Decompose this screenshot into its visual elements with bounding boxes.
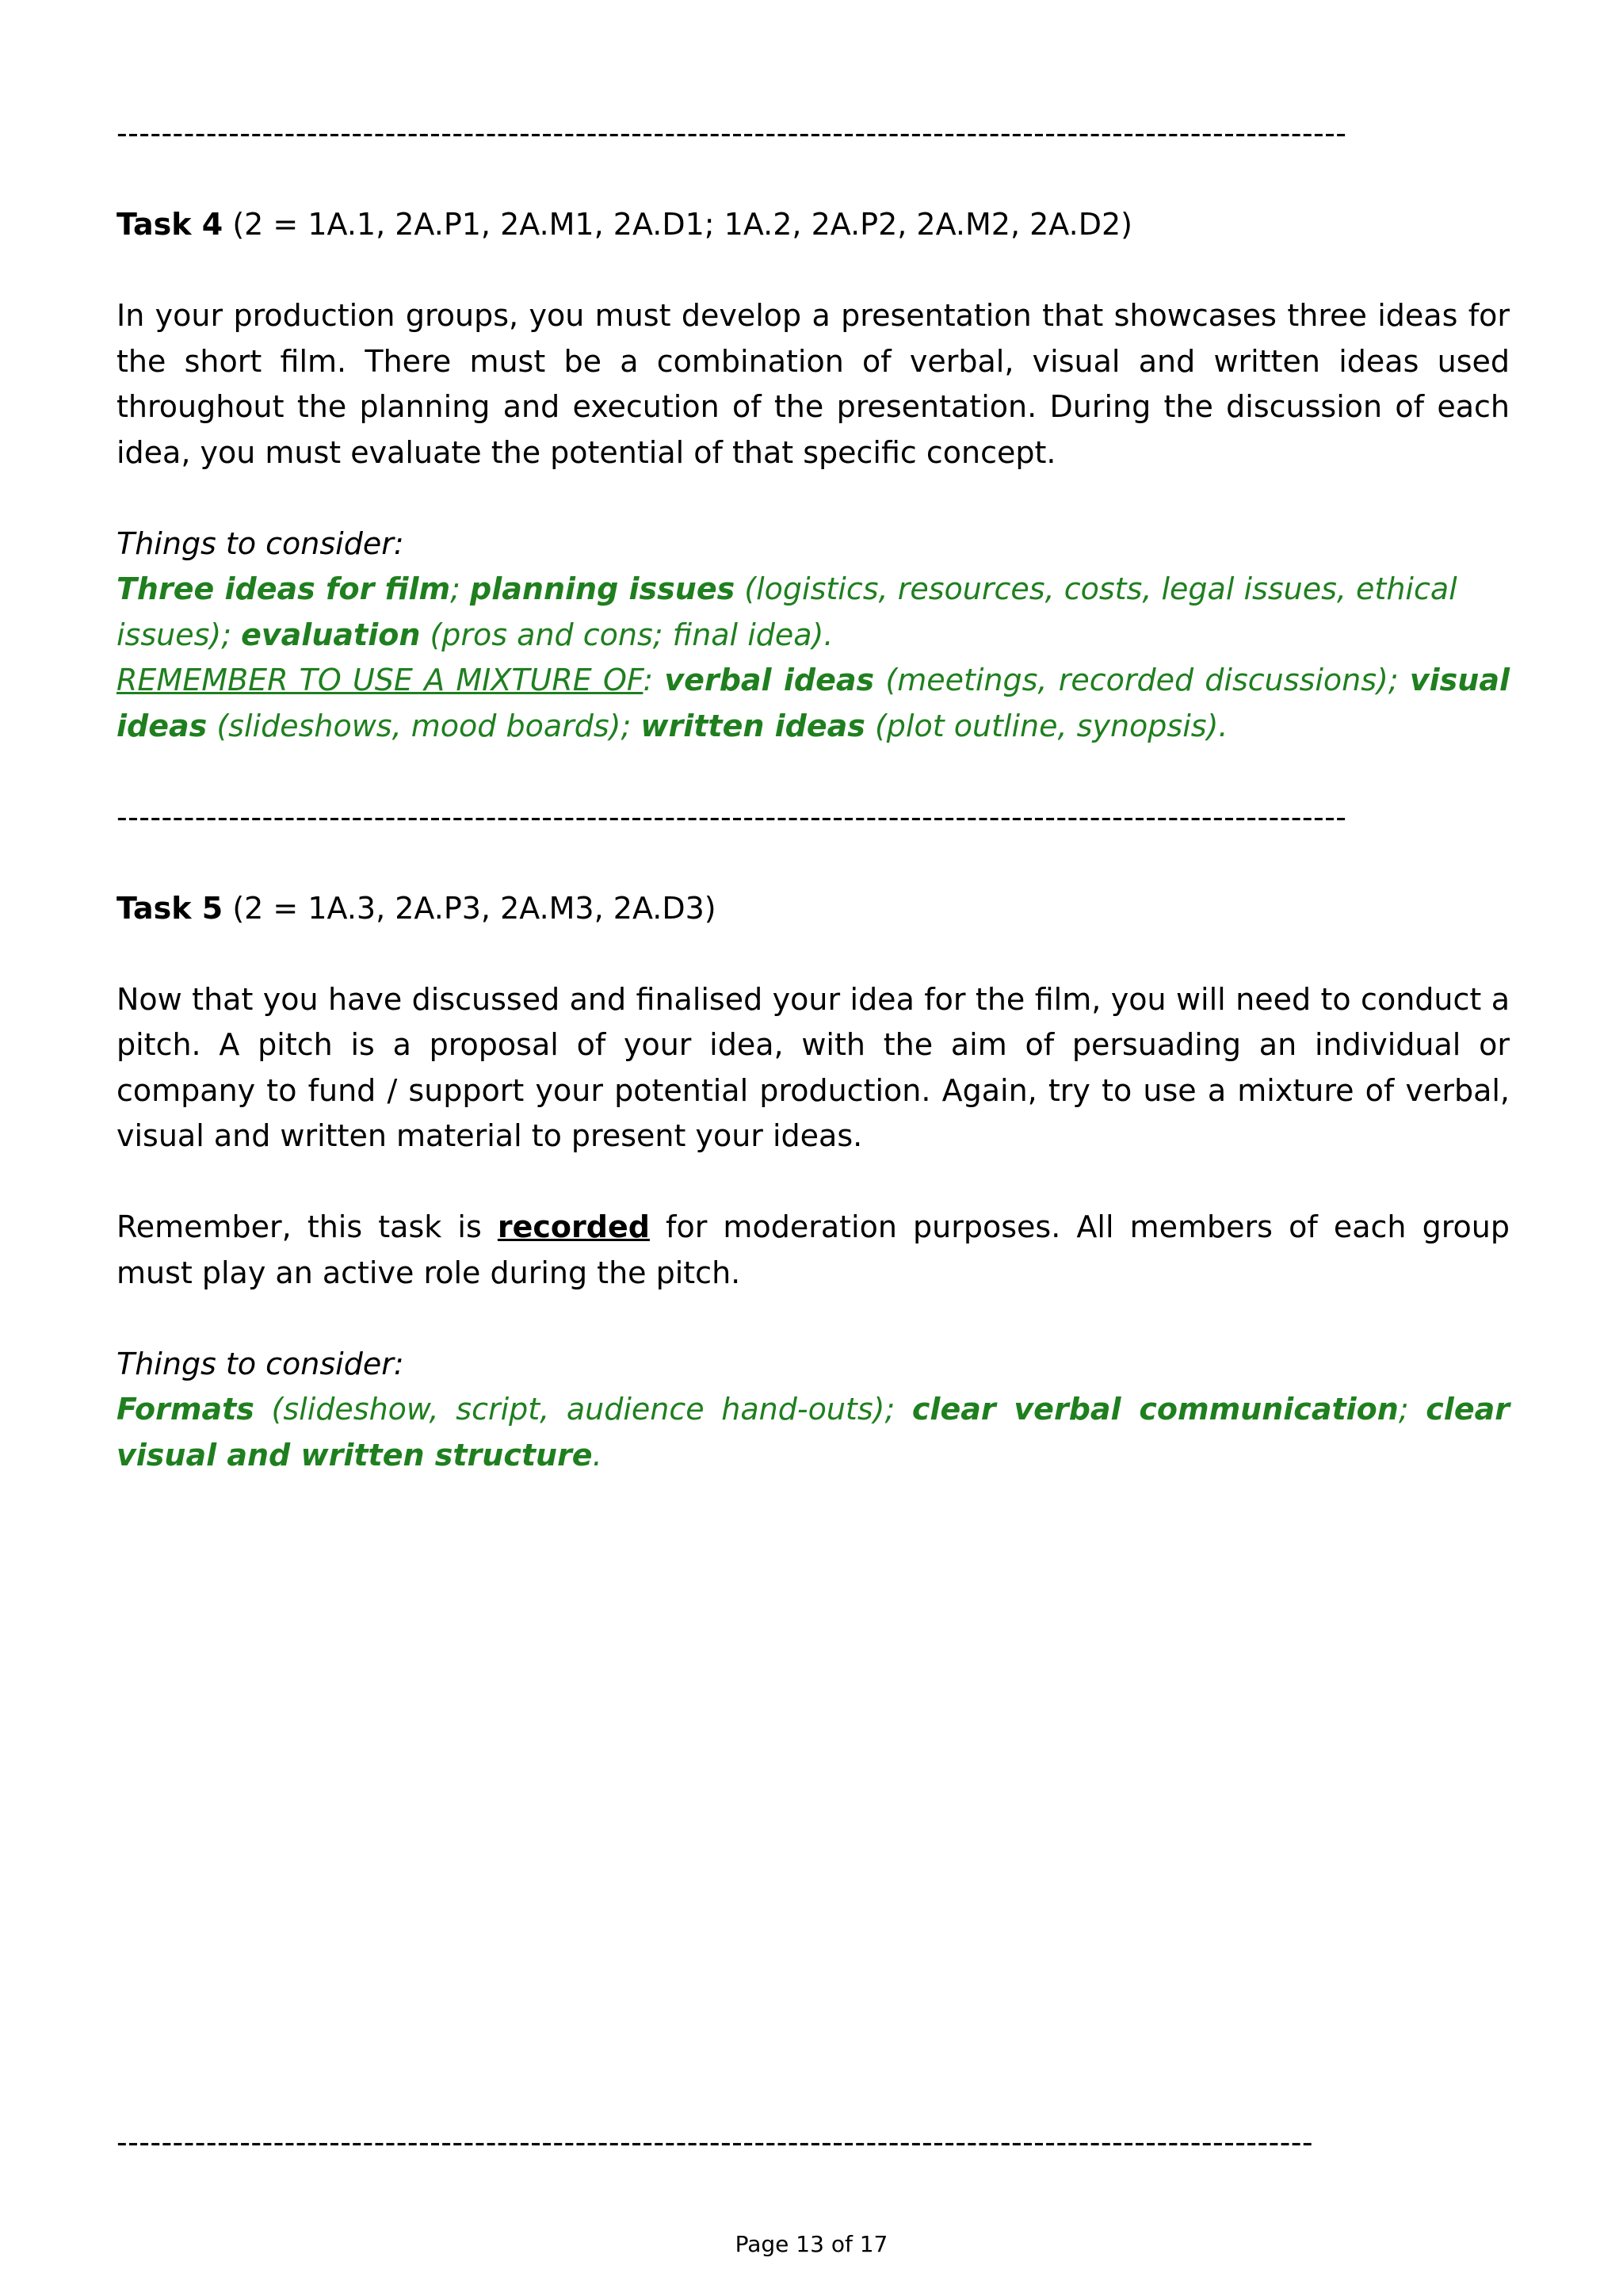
task4-consider-label: Things to consider: xyxy=(116,525,404,561)
section-divider: -------------------------------------------------------------------------------------------------------------- xyxy=(116,799,1347,835)
task4-criteria: (2 = 1A.1, 2A.P1, 2A.M1, 2A.D1; 1A.2, 2A.P2, 2A.M2, 2A.D2) xyxy=(223,207,1132,242)
task4-r1: verbal ideas xyxy=(664,663,875,697)
task4-c2-detail: (logistics, resources, costs, legal issues, ethical issues); xyxy=(116,571,1457,652)
task4-heading xyxy=(116,202,1510,248)
task4-c3: evaluation xyxy=(241,617,421,652)
task4-c1: Three ideas for film xyxy=(116,571,451,606)
task5-note-emph: recorded xyxy=(497,1209,650,1244)
page-content xyxy=(116,111,1510,1478)
task4-title: Task 4 xyxy=(116,207,223,242)
task5-f3-end: . xyxy=(592,1437,602,1473)
task4-c3-detail: (pros and cons; final idea). xyxy=(420,617,834,652)
task5-f3: clear visual and written structure xyxy=(116,1392,1510,1473)
task4-r3: written ideas xyxy=(640,708,865,743)
task5-f2-sep: ; xyxy=(1398,1392,1426,1427)
task5-note-post: for moderation purposes. All members of each group must play an active role during the pitch. xyxy=(116,1209,1510,1290)
section-divider: -------------------------------------------------------------------------------------------------------------- xyxy=(116,116,1347,151)
task4-body: In your production groups, you must develop a presentation that showcases three ideas for the short film. There must be a combination of verbal, visual and written ideas used throughout the planning and execution of the presentation. During the discussion of each idea, you must evaluate the potential of that specific concept. xyxy=(116,298,1510,470)
task5-note-pre: Remember, this task is xyxy=(116,1209,498,1244)
task4-consider-list xyxy=(116,567,1510,658)
task5-body: Now that you have discussed and finalised your idea for the film, you will need to conduct a pitch. A pitch is a proposal of your idea, with the aim of persuading an individual or company to fund / support your potential production. Again, try to use a mixture of verbal, visual and written material to present your ideas. xyxy=(116,981,1510,1153)
task4-remember-label: REMEMBER TO USE A MIXTURE OF xyxy=(116,663,643,697)
bottom-divider: ----------------------------------------------------------------------------------------------------------- xyxy=(116,2125,1313,2160)
task4-r2: visual ideas xyxy=(116,663,1510,743)
task5-heading xyxy=(116,886,1510,932)
task4-r2-detail: (slideshows, mood boards); xyxy=(207,708,641,743)
task5-f2: clear verbal communication xyxy=(911,1392,1399,1427)
task4-c2: planning issues xyxy=(470,571,735,606)
task5-criteria: (2 = 1A.3, 2A.P3, 2A.M3, 2A.D3) xyxy=(223,890,716,926)
task4-remember-colon: : xyxy=(643,663,665,697)
task4-r3-detail: (plot outline, synopsis). xyxy=(865,708,1228,743)
task5-recorded-note xyxy=(116,1205,1510,1296)
page-number: Page 13 of 17 xyxy=(735,2231,888,2257)
task5-f1: Formats xyxy=(116,1392,254,1427)
task4-remember xyxy=(116,658,1510,749)
task4-c1-sep: ; xyxy=(450,571,471,606)
task5-consider-list xyxy=(116,1387,1510,1478)
task5-consider-label: Things to consider: xyxy=(116,1346,404,1381)
task5-title: Task 5 xyxy=(116,890,223,926)
task4-r1-detail: (meetings, recorded discussions); xyxy=(874,663,1410,697)
task5-f1-detail: (slideshow, script, audience hand-outs); xyxy=(254,1392,912,1427)
